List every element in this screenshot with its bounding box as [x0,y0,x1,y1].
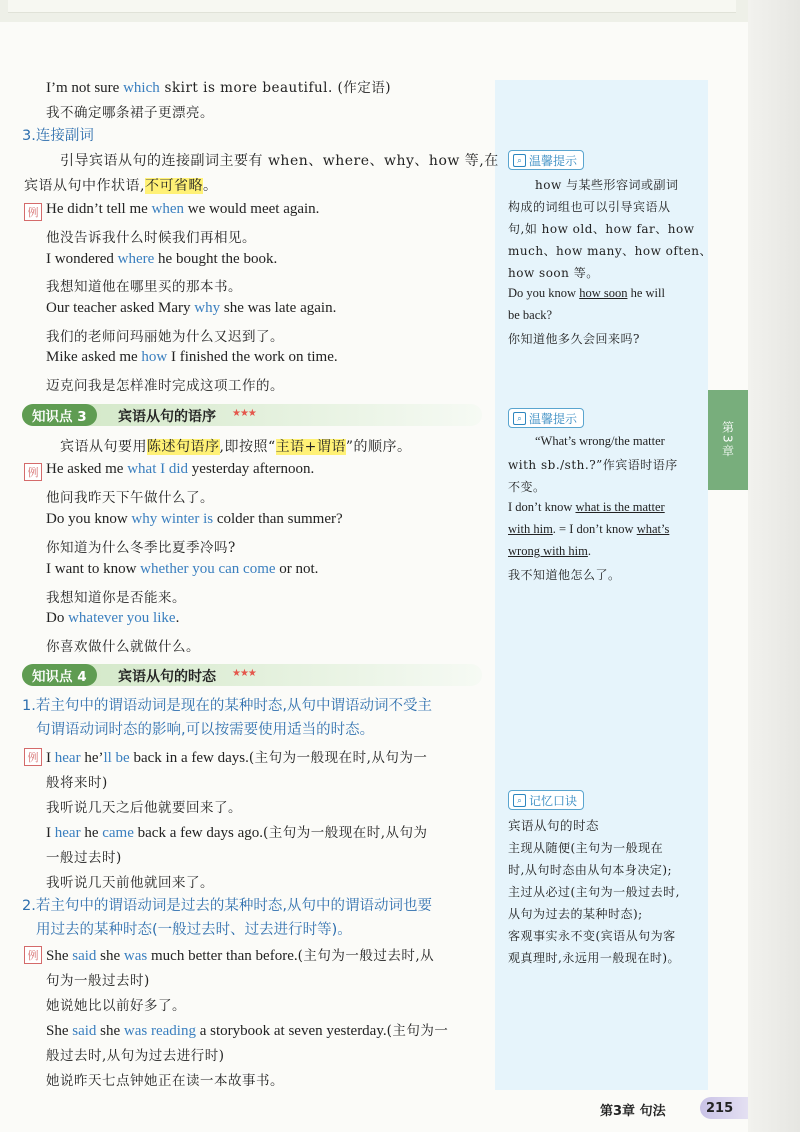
example-sentence: He didn’t tell me when we would meet again. [46,201,320,217]
example-translation: 我想知道你是否能来。 [46,590,186,606]
section-intro: 引导宾语从句的连接副词主要有 when、where、why、how 等,在 [60,153,499,169]
example-icon: 例 [24,463,42,481]
rule-text: 2.若主句中的谓语动词是过去的某种时态,从句中的谓语动词也要 [22,898,432,914]
knowledge-point-bar [22,664,482,686]
example-sentence: I wondered where he bought the book. [46,251,278,267]
tip-tag: ⌕ 温馨提示 [508,150,584,170]
tip-text: “What’s wrong/the matter [535,434,665,448]
tip-icon: ⌕ [513,154,526,167]
footer-chapter: 第3章 句法 [600,1104,666,1119]
knowledge-point-badge: 知识点 4 [22,664,97,686]
example-translation: 迈克问我是怎样准时完成这项工作的。 [46,378,284,394]
knowledge-point-bar [22,404,482,426]
tip-text: 客观事实永不变(宾语从句为客 [508,929,676,943]
page-number: 215 [700,1097,748,1119]
section-intro: 宾语从句要用陈述句语序,即按照“主语+谓语”的顺序。 [60,439,412,455]
tip-example: wrong with him. [508,544,591,558]
example-icon: 例 [24,748,42,766]
example-sentence: Our teacher asked Mary why she was late again. [46,300,337,316]
example-translation: 他没告诉我什么时候我们再相见。 [46,230,256,246]
tip-example: with him. = I don’t know what’s [508,522,670,536]
example-translation: 她说昨天七点钟她正在读一本故事书。 [46,1073,284,1089]
knowledge-point-title: 宾语从句的语序 [118,409,216,425]
example-sentence: I hear he’ll be back in a few days.(主句为一般现在时,从句为一 [46,750,428,766]
section-intro: 宾语从句中作状语,不可省略。 [24,178,218,194]
tip-title: 宾语从句的时态 [508,818,600,833]
example-icon: 例 [24,203,42,221]
example-sentence: I want to know whether you can come or not. [46,561,319,577]
rule-text: 用过去的某种时态(一般过去时、过去进行时等)。 [36,922,352,938]
knowledge-point-badge: 知识点 3 [22,404,97,426]
tip-example: I don’t know what is the matter [508,500,665,514]
tip-text: 从句为过去的某种时态); [508,907,643,921]
tip-text: 主现从随便(主句为一般现在 [508,841,664,855]
tip-tag: ⌕ 记忆口诀 [508,790,584,810]
example-note: 句为一般过去时) [46,973,150,989]
star-rating-icon: ★★★ [232,408,256,419]
tip-text: 构成的词组也可以引导宾语从 [508,200,671,214]
example-sentence: She said she was much better than before.(主句为一般过去时,从 [46,948,435,964]
page-edge [748,0,800,1132]
example-note: 般过去时,从句为过去进行时) [46,1048,225,1064]
example-sentence: Mike asked me how I finished the work on time. [46,349,338,365]
example-sentence: I hear he came back a few days ago.(主句为一般现在时,从句为 [46,825,428,841]
tip-icon: ⌕ [513,412,526,425]
example-translation: 我想知道他在哪里买的那本书。 [46,279,242,295]
example-icon: 例 [24,946,42,964]
example-translation: 我听说几天前他就回来了。 [46,875,214,891]
example-translation: 你喜欢做什么就做什么。 [46,639,200,655]
tip-text: how soon 等。 [508,266,599,280]
example-sentence: Do whatever you like. [46,610,180,626]
tip-example: be back? [508,308,553,322]
example-sentence: She said she was reading a storybook at seven yesterday.(主句为一 [46,1023,449,1039]
example-translation: 我们的老师问玛丽她为什么又迟到了。 [46,329,284,345]
example-translation: 你知道为什么冬季比夏季冷吗? [46,540,236,556]
rule-text: 1.若主句中的谓语动词是现在的某种时态,从句中谓语动词不受主 [22,698,432,714]
example-translation: 她说她比以前好多了。 [46,998,186,1014]
tip-text: 不变。 [508,480,546,494]
tip-tag: ⌕ 温馨提示 [508,408,584,428]
example-translation: 他问我昨天下午做什么了。 [46,490,214,506]
knowledge-point-title: 宾语从句的时态 [118,669,216,685]
example-sentence: I’m not sure which skirt is more beautiful. (作定语) [46,80,392,96]
tip-translation: 你知道他多久会回来吗? [508,332,640,346]
tip-text: much、how many、how often、 [508,244,712,258]
tip-text: 句,如 how old、how far、how [508,222,695,236]
memo-icon: ⌕ [513,794,526,807]
tip-example: Do you know how soon he will [508,286,665,300]
tip-text: 观真理时,永远用一般现在时)。 [508,951,680,965]
rule-text: 句谓语动词时态的影响,可以按需要使用适当的时态。 [36,722,375,738]
tip-translation: 我不知道他怎么了。 [508,568,621,582]
tip-text: 时,从句时态由从句本身决定); [508,863,673,877]
tip-text: with sb./sth.?”作宾语时语序 [508,458,678,472]
section-heading: 3.连接副词 [22,128,94,144]
tip-text: 主过从必过(主句为一般过去时, [508,885,680,899]
example-sentence: He asked me what I did yesterday afternoon. [46,461,315,477]
tip-text: how 与某些形容词或副词 [535,178,679,192]
example-translation: 我听说几天之后他就要回来了。 [46,800,242,816]
example-note: 般将来时) [46,775,108,791]
chapter-tab[interactable]: 第3章 [708,390,748,490]
example-sentence: Do you know why winter is colder than summer? [46,511,343,527]
example-translation: 我不确定哪条裙子更漂亮。 [46,105,214,121]
top-band [0,0,800,22]
example-note: 一般过去时) [46,850,122,866]
star-rating-icon: ★★★ [232,668,256,679]
